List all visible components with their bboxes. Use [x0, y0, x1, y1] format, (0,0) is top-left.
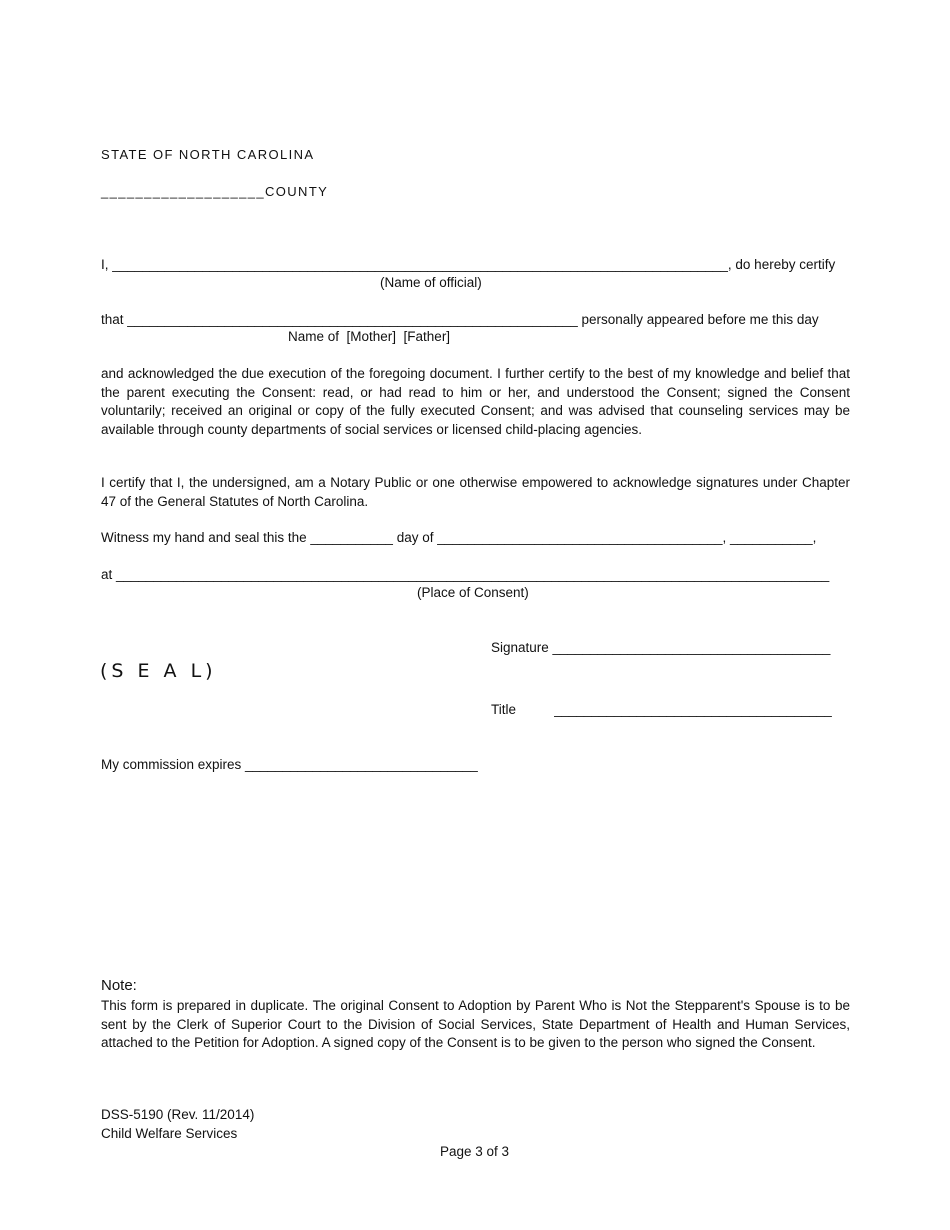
department-name: Child Welfare Services	[101, 1126, 238, 1141]
place-of-consent-line: at _______________________________________________________________________________________________	[101, 567, 830, 582]
seal-placeholder: (S E A L)	[100, 660, 217, 682]
parent-appeared-line: that ____________________________________________________________ personally appeared before me this day	[101, 312, 819, 327]
signature-line: Signature _____________________________________	[491, 640, 831, 655]
place-of-consent-caption: (Place of Consent)	[417, 585, 529, 600]
county-heading: ___________________COUNTY	[101, 184, 329, 199]
notary-paragraph: I certify that I, the undersigned, am a Notary Public or one otherwise empowered to acknowledge signatures under Chapter 47 of the General Statutes of North Carolina.	[101, 475, 850, 509]
title-label: Title	[491, 702, 517, 717]
note-title: Note:	[101, 977, 137, 994]
official-name-caption: (Name of official)	[380, 275, 482, 290]
parent-name-caption: Name of [Mother] [Father]	[288, 329, 451, 344]
note-body: This form is prepared in duplicate. The original Consent to Adoption by Parent Who is Not the Stepparent's Spouse is to be sent by the Clerk of Superior Court to the Division of Social Services, State Department of Health and Human Services, attached to the Petition for Adoption. A signed copy of the Consent is to be given to the person who signed the Consent.	[101, 998, 850, 1050]
page-number: Page 3 of 3	[440, 1144, 510, 1159]
commission-expires-line: My commission expires _______________________________	[101, 757, 478, 772]
official-certify-line: I, __________________________________________________________________________________, do hereby certify	[101, 257, 836, 272]
state-heading: STATE OF NORTH CAROLINA	[101, 147, 315, 162]
title-blank: _____________________________________	[554, 702, 832, 717]
witness-line: Witness my hand and seal this the ___________ day of ______________________________________, ___________,	[101, 530, 817, 545]
form-number: DSS-5190 (Rev. 11/2014)	[101, 1107, 255, 1122]
acknowledgement-paragraph: and acknowledged the due execution of the foregoing document. I further certify to the best of my knowledge and belief that the parent executing the Consent: read, or had read to him or her, and understood the Consent; signed the Consent voluntarily; received an original or copy of the fully executed Consent; and was advised that counseling services may be available through county departments of social services or licensed child-placing agencies.	[101, 366, 850, 437]
